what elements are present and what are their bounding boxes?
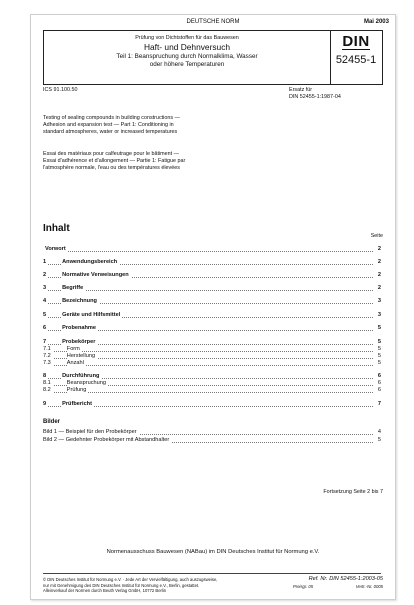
french-line: l'atmosphère normale, l'eau ou des températures élevées (43, 165, 180, 171)
toc-entry-label: Durchführung (62, 373, 100, 379)
toc-entry[interactable] (43, 324, 381, 332)
toc-entry-number: 4 (43, 298, 47, 304)
leader-dots (43, 392, 373, 393)
reference-number: Ref. Nr. DIN 52455-1:2003-05 (308, 576, 383, 582)
leader-dots (43, 365, 373, 366)
title-block (44, 31, 331, 84)
french-title (43, 151, 185, 172)
english-line: standard atmospheres, water or increased temperatures (43, 129, 178, 135)
toc-entry-page: 6 (377, 373, 381, 379)
toc-entry-number: 7.1 (43, 346, 51, 352)
din-logo: DIN (342, 33, 370, 50)
figures-heading: Bilder (43, 419, 61, 425)
copyright-block (43, 577, 217, 594)
replaces-block (289, 87, 341, 101)
document-page (30, 14, 396, 600)
french-line: Essai d'adhérence et d'allongement — Partie 1: Fatigue par (43, 158, 186, 164)
title-sub: Haft- und Dehnversuch (143, 42, 231, 52)
toc-entry[interactable] (43, 297, 381, 305)
english-title (43, 115, 180, 136)
toc-entry-label: Anwendungsbereich (62, 259, 118, 265)
figure-entry-page: 5 (377, 437, 381, 443)
toc-entry-label: Normative Verweisungen (62, 272, 129, 278)
toc-entry[interactable] (43, 400, 381, 408)
toc-entry[interactable] (43, 311, 381, 319)
toc-entry-page: 5 (377, 339, 381, 345)
toc-entry-number: 7 (43, 339, 47, 345)
toc-entry[interactable] (43, 359, 381, 367)
title-part-line1: Teil 1: Beanspruchung durch Normalklima, Wasser (116, 53, 258, 60)
replaces-value: DIN 52455-1:1987-04 (289, 94, 341, 100)
toc-entry-number: 9 (43, 401, 47, 407)
price-group: Preisgr. 05 (293, 584, 314, 589)
toc-entry-number: 7.3 (43, 360, 51, 366)
toc-entry-page: 5 (377, 325, 381, 331)
toc-entry-label: Probekörper (62, 339, 96, 345)
toc-entry-number: 2 (43, 272, 47, 278)
distribution-number: Vertr.-Nr. 0005 (355, 584, 383, 589)
toc-entry-number: 6 (43, 325, 47, 331)
toc-entry-page: 7 (377, 401, 381, 407)
toc-entry-label: Herstellung (66, 353, 96, 359)
toc-entry-page: 3 (377, 298, 381, 304)
footer-divider (43, 573, 381, 574)
standard-number: 52455-1 (335, 54, 377, 66)
copyright-line: Alleinverkauf der Normen durch Beuth Verlag GmbH, 10772 Berlin (43, 588, 167, 593)
toc-entry-label: Prüfung (66, 387, 87, 393)
copyright-line: © DIN Deutsches Institut für Normung e.V. · Jede Art der Vervielfältigung, auch auszugsweise, (43, 577, 218, 582)
figure-entry-label: Bild 2 — Gedehnter Probekörper mit Abstandhalter (43, 437, 170, 443)
toc-entry-page: 3 (377, 312, 381, 318)
toc-entry-number: 3 (43, 285, 47, 291)
toc-entry-label: Beanspruchung (66, 380, 106, 386)
toc-entry-label: Bezeichnung (62, 298, 97, 304)
norm-label: DEUTSCHE NORM (186, 19, 240, 25)
toc-entry-number: 7.2 (43, 353, 51, 359)
figure-entry-page: 4 (377, 429, 381, 435)
toc-entry[interactable] (43, 284, 381, 292)
toc-entry-number: 1 (43, 259, 47, 265)
toc-entry-number: 8 (43, 373, 47, 379)
toc-entry-label: Prüfbericht (62, 401, 92, 407)
toc-entry[interactable] (43, 245, 381, 253)
standard-id-block (330, 31, 382, 84)
toc-heading: Inhalt (43, 223, 70, 234)
toc-entry-page: 5 (377, 346, 381, 352)
toc-entry-label: Probenahme (62, 325, 97, 331)
replaces-label: Ersatz für (289, 87, 313, 93)
leader-dots (43, 290, 373, 291)
toc-entry-number: 8.2 (43, 387, 51, 393)
figure-entry[interactable] (43, 436, 381, 444)
french-line: Essai des matériaux pour calfeutrage pour le bâtiment — (43, 151, 180, 157)
continuation-note: Fortsetzung Seite 2 bis 7 (323, 489, 383, 495)
title-box (43, 30, 383, 85)
toc-entry-page: 5 (377, 353, 381, 359)
title-part (44, 53, 330, 69)
toc-entry-label: Geräte und Hilfsmittel (62, 312, 121, 318)
toc-entry-label: Form (66, 346, 80, 352)
ics-code: ICS 91.100.50 (43, 87, 78, 93)
toc-entry-page: 2 (377, 272, 381, 278)
figure-entry[interactable] (43, 428, 381, 436)
english-line: Testing of sealing compounds in building constructions — (43, 115, 180, 121)
toc-entry-page: 2 (377, 259, 381, 265)
toc-entry-page: 6 (377, 387, 381, 393)
toc-entry-number: 5 (43, 312, 47, 318)
toc-entry-page: 2 (377, 285, 381, 291)
toc-entry-page: 6 (377, 380, 381, 386)
toc-entry-label: Vorwort (45, 246, 66, 252)
toc-entry[interactable] (43, 258, 381, 266)
toc-entry-number: 8.1 (43, 380, 51, 386)
title-main: Prüfung von Dichtstoffen für das Bauwesen (135, 35, 239, 41)
copyright-line: nur mit Genehmigung des DIN Deutsches Institut für Normung e.V., Berlin, gestattet. (43, 582, 200, 588)
toc-entry-label: Begriffe (62, 285, 84, 291)
publication-date: Mai 2003 (363, 19, 389, 25)
leader-dots (43, 251, 373, 252)
toc-entry-page: 5 (377, 360, 381, 366)
toc-entry[interactable] (43, 271, 381, 279)
figure-entry-label: Bild 1 — Beispiel für den Probekörper (43, 429, 137, 435)
toc-entry-page: 2 (377, 246, 381, 252)
toc-entry[interactable] (43, 386, 381, 394)
english-line: Adhesion and expansion test — Part 1: Conditioning in (43, 122, 174, 128)
toc-entry-label: Anzahl (66, 360, 84, 366)
title-part-line2: oder höhere Temperaturen (149, 61, 225, 68)
toc-page-label: Seite (370, 233, 383, 239)
committee-line: Normenausschuss Bauwesen (NABau) im DIN Deutsches Institut für Normung e.V. (106, 549, 320, 555)
